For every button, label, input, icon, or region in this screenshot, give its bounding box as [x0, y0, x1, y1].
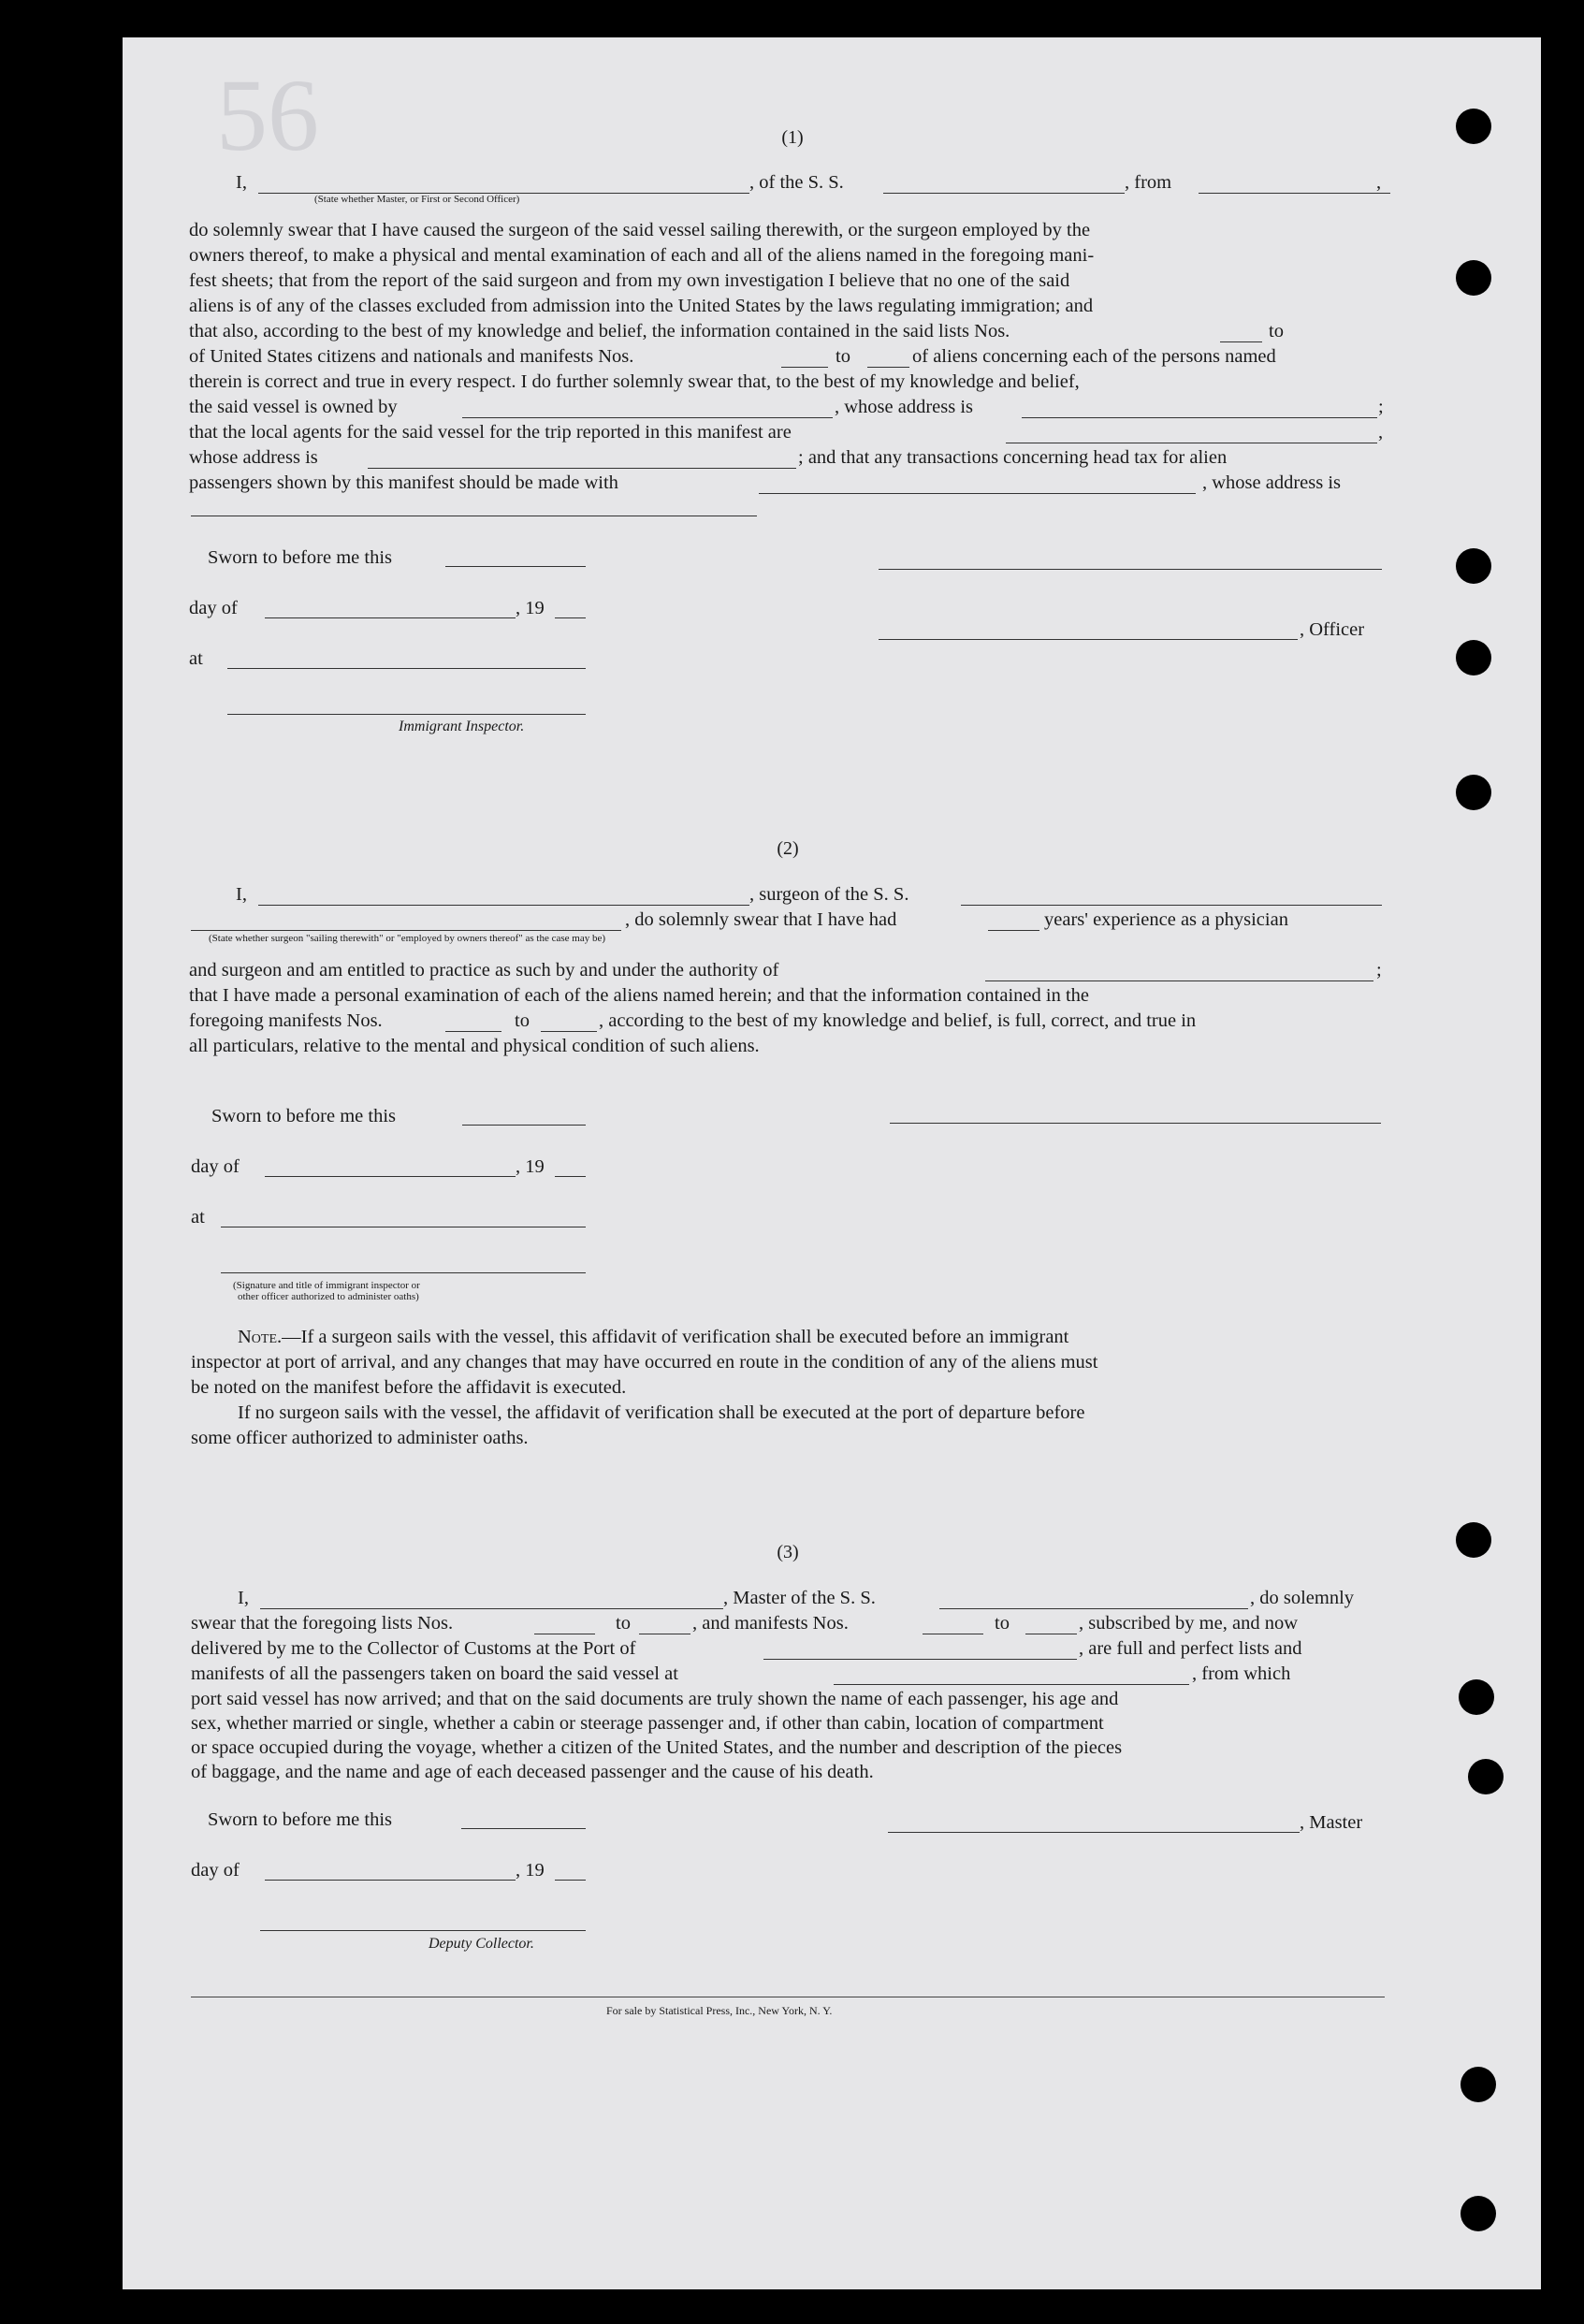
- s2-years-field[interactable]: [988, 930, 1039, 931]
- s2-line5-to: to: [515, 1010, 530, 1031]
- s1-agents-address-field[interactable]: [368, 468, 796, 469]
- s2-line4: that I have made a personal examination of each of the aliens named herein; and that the information contained in the: [189, 985, 1089, 1006]
- s1-manifests-to-field[interactable]: [867, 367, 909, 368]
- s2-line6: all particulars, relative to the mental and physical condition of such aliens.: [189, 1036, 760, 1056]
- s2-note-line-3: be noted on the manifest before the affidavit is executed.: [191, 1377, 627, 1398]
- s1-place-field[interactable]: [227, 668, 586, 669]
- s3-line2-b: , and manifests Nos.: [692, 1613, 849, 1634]
- s3-line3-b: , are full and perfect lists and: [1079, 1638, 1302, 1659]
- s2-line5-a: foregoing manifests Nos.: [189, 1010, 383, 1031]
- s2-at-label: at: [191, 1207, 205, 1227]
- s1-aliens-tail: of aliens concerning each of the persons named: [912, 346, 1276, 367]
- s1-sworn-date-field[interactable]: [445, 566, 586, 567]
- s1-ship-name-field[interactable]: [883, 193, 1125, 194]
- s1-headtax-label: passengers shown by this manifest should be made with: [189, 472, 618, 493]
- s2-sworn-date-field[interactable]: [462, 1125, 586, 1126]
- s2-line3: and surgeon and am entitled to practice as such by and under the authority of: [189, 960, 779, 980]
- s1-owner-field[interactable]: [462, 417, 833, 418]
- s2-line2-b: years' experience as a physician: [1044, 909, 1288, 930]
- s2-inspector-signature-line[interactable]: [221, 1272, 586, 1273]
- s3-line1-end: , do solemnly: [1250, 1588, 1355, 1608]
- s3-sworn-label: Sworn to before me this: [208, 1809, 392, 1830]
- s1-sworn-label: Sworn to before me this: [208, 547, 392, 568]
- s2-surgeon-signature-line[interactable]: [890, 1123, 1381, 1124]
- s1-line1-end: , from: [1125, 172, 1172, 193]
- s1-to-2: to: [836, 346, 850, 367]
- s1-year-label: , 19: [516, 598, 545, 618]
- s2-surgeon-hint: (State whether surgeon "sailing therewith" or "employed by owners thereof" as the case may be): [209, 933, 606, 944]
- s3-year-field[interactable]: [555, 1880, 586, 1881]
- s1-officer-hint: (State whether Master, or First or Second Officer): [314, 194, 520, 205]
- s1-body-line: do solemnly swear that I have caused the surgeon of the said vessel sailing therewith, or the surgeon employed by the: [189, 220, 1091, 240]
- s2-line3-end: ;: [1376, 960, 1382, 980]
- section-1-heading: (1): [781, 127, 804, 148]
- binder-hole: [1456, 548, 1491, 584]
- s2-surgeon-name-field[interactable]: [258, 905, 749, 906]
- s1-from-field[interactable]: [1199, 193, 1390, 194]
- s2-day-of-label: day of: [191, 1156, 240, 1177]
- s2-ship-name-field[interactable]: [961, 905, 1382, 906]
- s2-manifests-from-field[interactable]: [445, 1031, 501, 1032]
- s1-owned-label: the said vessel is owned by: [189, 397, 398, 417]
- section-3-heading: (3): [777, 1542, 799, 1562]
- binder-hole: [1460, 2196, 1496, 2231]
- s1-to-1: to: [1269, 321, 1284, 341]
- footer-imprint: For sale by Statistical Press, Inc., New York, N. Y.: [606, 2004, 833, 2017]
- s2-note-text: —If a surgeon sails with the vessel, this affidavit of verification shall be executed before an immigrant: [282, 1327, 1069, 1347]
- s1-inspector-label: Immigrant Inspector.: [399, 719, 525, 734]
- s2-month-field[interactable]: [265, 1176, 516, 1177]
- s1-lists-from-field[interactable]: [1220, 341, 1262, 342]
- s2-note-line-4: If no surgeon sails with the vessel, the affidavit of verification shall be executed at the port of departure before: [238, 1402, 1085, 1423]
- s3-body-line: or space occupied during the voyage, whether a citizen of the United States, and the number and description of the pieces: [191, 1737, 1123, 1758]
- s1-semicolon: ;: [1378, 397, 1384, 417]
- s3-line1-prefix: I,: [238, 1588, 249, 1608]
- s2-line1-prefix: I,: [236, 884, 247, 905]
- s3-master-name-field[interactable]: [260, 1608, 723, 1609]
- binder-hole: [1456, 775, 1491, 810]
- s2-surgeon-status-field[interactable]: [191, 930, 621, 931]
- s3-master-label: , Master: [1300, 1812, 1363, 1833]
- s2-note-label: Note.: [238, 1327, 283, 1347]
- s1-line1-prefix: I,: [236, 172, 247, 193]
- binder-hole: [1456, 109, 1491, 144]
- s1-owner-address-field[interactable]: [1022, 417, 1377, 418]
- s1-comma: ,: [1378, 422, 1384, 443]
- s1-whose-address: , whose address is: [835, 397, 974, 417]
- s2-manifests-to-field[interactable]: [541, 1031, 597, 1032]
- s2-note-line-5: some officer authorized to administer oaths.: [191, 1428, 529, 1448]
- s3-body-line: port said vessel has now arrived; and that on the said documents are truly shown the name of each passenger, his age and: [191, 1689, 1119, 1709]
- s3-line4-b: , from which: [1192, 1663, 1291, 1684]
- s3-year-label: , 19: [516, 1860, 545, 1881]
- s2-note-line-2: inspector at port of arrival, and any changes that may have occurred en route in the condition of any of the aliens must: [191, 1352, 1098, 1373]
- binder-hole: [1468, 1759, 1504, 1794]
- s1-line1-mid: , of the S. S.: [749, 172, 844, 193]
- s3-line1-mid: , Master of the S. S.: [723, 1588, 876, 1608]
- s1-body-line: fest sheets; that from the report of the said surgeon and from my own investigation I believe that no one of the said: [189, 270, 1070, 291]
- s2-authority-field[interactable]: [985, 980, 1373, 981]
- s3-collector-label: Deputy Collector.: [429, 1936, 534, 1952]
- s2-sworn-label: Sworn to before me this: [211, 1106, 396, 1126]
- s3-line4-a: manifests of all the passengers taken on board the said vessel at: [191, 1663, 678, 1684]
- ghost-page-number: 56: [216, 58, 319, 172]
- binder-hole: [1456, 1522, 1491, 1558]
- document-page: [123, 37, 1541, 2289]
- s3-day-of-label: day of: [191, 1860, 240, 1881]
- s1-headtax: ; and that any transactions concerning head tax for alien: [798, 447, 1228, 468]
- s3-port-field[interactable]: [763, 1659, 1077, 1660]
- s1-month-field[interactable]: [265, 617, 516, 618]
- s3-collector-signature-line[interactable]: [260, 1930, 586, 1931]
- s1-agents-address-label: whose address is: [189, 447, 318, 468]
- s1-officer-signature-line[interactable]: [879, 569, 1382, 570]
- s2-line2-a: , do solemnly swear that I have had: [625, 909, 897, 930]
- binder-hole: [1456, 260, 1491, 296]
- s1-headtax-field[interactable]: [759, 493, 1196, 494]
- s3-master-signature-line[interactable]: [888, 1832, 1300, 1833]
- s3-line2-a: swear that the foregoing lists Nos.: [191, 1613, 454, 1634]
- s3-sworn-date-field[interactable]: [461, 1828, 586, 1829]
- s3-month-field[interactable]: [265, 1880, 516, 1881]
- s1-officer-label: , Officer: [1300, 619, 1365, 640]
- binder-hole: [1456, 640, 1491, 675]
- binder-hole: [1459, 1679, 1494, 1715]
- s3-body-line: sex, whether married or single, whether a cabin or steerage passenger and, if other than cabin, location of compartment: [191, 1713, 1104, 1734]
- s3-body: [191, 1687, 1385, 1784]
- s2-line1-mid: , surgeon of the S. S.: [749, 884, 909, 905]
- s1-manifests-from-field[interactable]: [781, 367, 828, 368]
- s2-year-label: , 19: [516, 1156, 545, 1177]
- s1-officer-line[interactable]: [879, 639, 1298, 640]
- s3-line2-to2: to: [995, 1613, 1010, 1634]
- s1-year-field[interactable]: [555, 617, 586, 618]
- s2-year-field[interactable]: [555, 1176, 586, 1177]
- s1-manifests-line: of United States citizens and nationals and manifests Nos.: [189, 346, 634, 367]
- s2-sig-hint-1: (Signature and title of immigrant inspector or: [233, 1280, 420, 1291]
- s3-line2-to1: to: [616, 1613, 631, 1634]
- s1-body-line: aliens is of any of the classes excluded from admission into the United States by the laws regulating immigration; and: [189, 296, 1094, 316]
- section-2-heading: (2): [777, 838, 799, 859]
- s3-boarding-port-field[interactable]: [834, 1684, 1189, 1685]
- s2-line5-b: , according to the best of my knowledge and belief, is full, correct, and true in: [599, 1010, 1197, 1031]
- s1-lists-line: that also, according to the best of my knowledge and belief, the information contained in the said lists Nos.: [189, 321, 1010, 341]
- s3-line2-c: , subscribed by me, and now: [1079, 1613, 1298, 1634]
- s1-body: [189, 218, 1385, 319]
- s3-body-line: of baggage, and the name and age of each deceased passenger and the cause of his death.: [191, 1762, 874, 1782]
- s1-body-line: owners thereof, to make a physical and mental examination of each and all of the aliens named in the foregoing mani-: [189, 245, 1095, 266]
- binder-hole: [1460, 2067, 1496, 2102]
- s3-line3-a: delivered by me to the Collector of Customs at the Port of: [191, 1638, 636, 1659]
- s2-sig-hint-2: other officer authorized to administer oaths): [238, 1291, 419, 1302]
- s1-inspector-signature-line[interactable]: [227, 714, 586, 715]
- s1-whose-address-end: , whose address is: [1202, 472, 1342, 493]
- s1-agents-label: that the local agents for the said vessel for the trip reported in this manifest are: [189, 422, 792, 443]
- s1-at-label: at: [189, 648, 203, 669]
- s1-line1-comma: ,: [1376, 172, 1382, 193]
- s1-day-of-label: day of: [189, 598, 238, 618]
- s1-correct-line: therein is correct and true in every respect. I do further solemnly swear that, to the best of my knowledge and belief,: [189, 371, 1080, 392]
- s2-note-line-1: [238, 1325, 1068, 1350]
- s3-ship-name-field[interactable]: [939, 1608, 1248, 1609]
